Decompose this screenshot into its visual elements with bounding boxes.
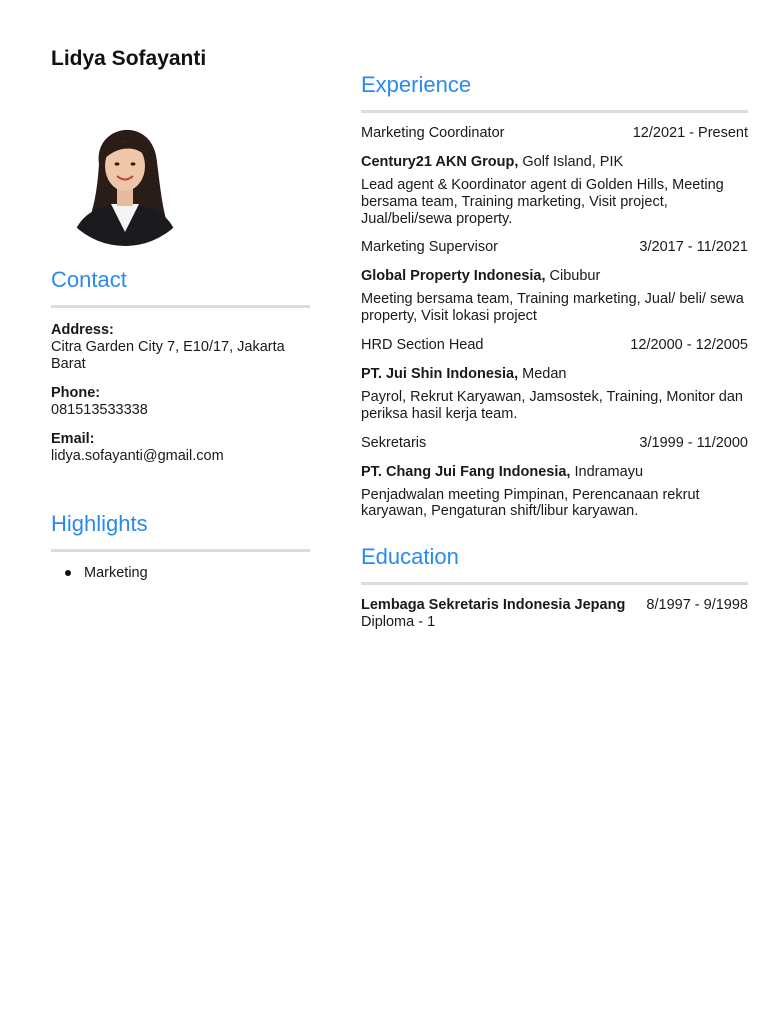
phone-item <box>51 385 310 419</box>
address-item <box>51 322 310 373</box>
job-location: Medan <box>518 365 567 382</box>
job-entry <box>361 239 748 325</box>
email-item <box>51 431 310 465</box>
highlights-heading: Highlights <box>51 511 148 536</box>
email-label: Email: <box>51 431 95 447</box>
job-company-line <box>361 154 748 171</box>
highlights-list <box>51 564 310 582</box>
experience-divider <box>361 110 748 113</box>
job-company: PT. Chang Jui Fang Indonesia, <box>361 463 571 480</box>
job-role: Marketing Supervisor <box>361 239 498 256</box>
job-description: Lead agent & Koordinator agent di Golden Hills, Meeting bersama team, Training marketing, Visit project, Jual/beli/sewa property. <box>361 177 724 227</box>
job-company-line <box>361 366 748 383</box>
address-value: Citra Garden City 7, E10/17, Jakarta Barat <box>51 339 285 372</box>
job-description: Penjadwalan meeting Pimpinan, Perencanaan rekrut karyawan, Pengaturan shift/libur karyawan. <box>361 486 700 520</box>
job-company: Century21 AKN Group, <box>361 154 519 170</box>
profile-photo <box>53 104 197 246</box>
job-dates: 12/2021 - Present <box>632 125 748 141</box>
job-company-line <box>361 464 748 481</box>
job-entry <box>361 435 748 521</box>
phone-value: 081513533338 <box>51 402 148 418</box>
candidate-name: Lidya Sofayanti <box>51 47 207 70</box>
job-location: Indramayu <box>570 463 644 480</box>
job-role: Marketing Coordinator <box>361 125 505 141</box>
education-dates: 8/1997 - 9/1998 <box>646 597 748 614</box>
job-location: Cibubur <box>545 268 601 285</box>
contact-divider <box>51 305 310 308</box>
education-section <box>361 542 748 631</box>
education-school: Lembaga Sekretaris Indonesia Jepang <box>361 597 626 614</box>
job-location: Golf Island, PIK <box>518 154 624 170</box>
job-dates: 3/2017 - 11/2021 <box>639 239 748 256</box>
left-column <box>51 265 310 582</box>
job-company: PT. Jui Shin Indonesia, <box>361 365 519 382</box>
experience-heading: Experience <box>361 72 472 97</box>
contact-heading: Contact <box>51 267 127 292</box>
education-heading: Education <box>361 544 459 570</box>
phone-label: Phone: <box>51 385 101 401</box>
experience-section <box>361 70 748 520</box>
education-degree: Diploma - 1 <box>361 614 436 631</box>
highlight-item: Marketing <box>51 564 310 582</box>
job-role: Sekretaris <box>361 434 427 451</box>
job-description: Meeting bersama team, Training marketing, Jual/ beli/ sewa property, Visit lokasi project <box>361 291 744 325</box>
email-value: lidya.sofayanti@gmail.com <box>51 448 224 464</box>
job-entry <box>361 337 748 423</box>
job-dates: 3/1999 - 11/2000 <box>639 434 748 451</box>
highlights-section <box>51 509 310 582</box>
job-entry <box>361 125 748 227</box>
right-column <box>361 70 748 631</box>
address-label: Address: <box>51 322 114 338</box>
job-role: HRD Section Head <box>361 336 484 353</box>
job-company-line <box>361 268 748 285</box>
job-company: Global Property Indonesia, <box>361 268 546 285</box>
contact-section <box>51 265 310 465</box>
education-divider <box>361 582 748 585</box>
highlights-divider <box>51 549 310 552</box>
job-dates: 12/2000 - 12/2005 <box>630 336 748 353</box>
job-description: Payrol, Rekrut Karyawan, Jamsostek, Training, Monitor dan periksa hasil kerja team. <box>361 388 743 422</box>
